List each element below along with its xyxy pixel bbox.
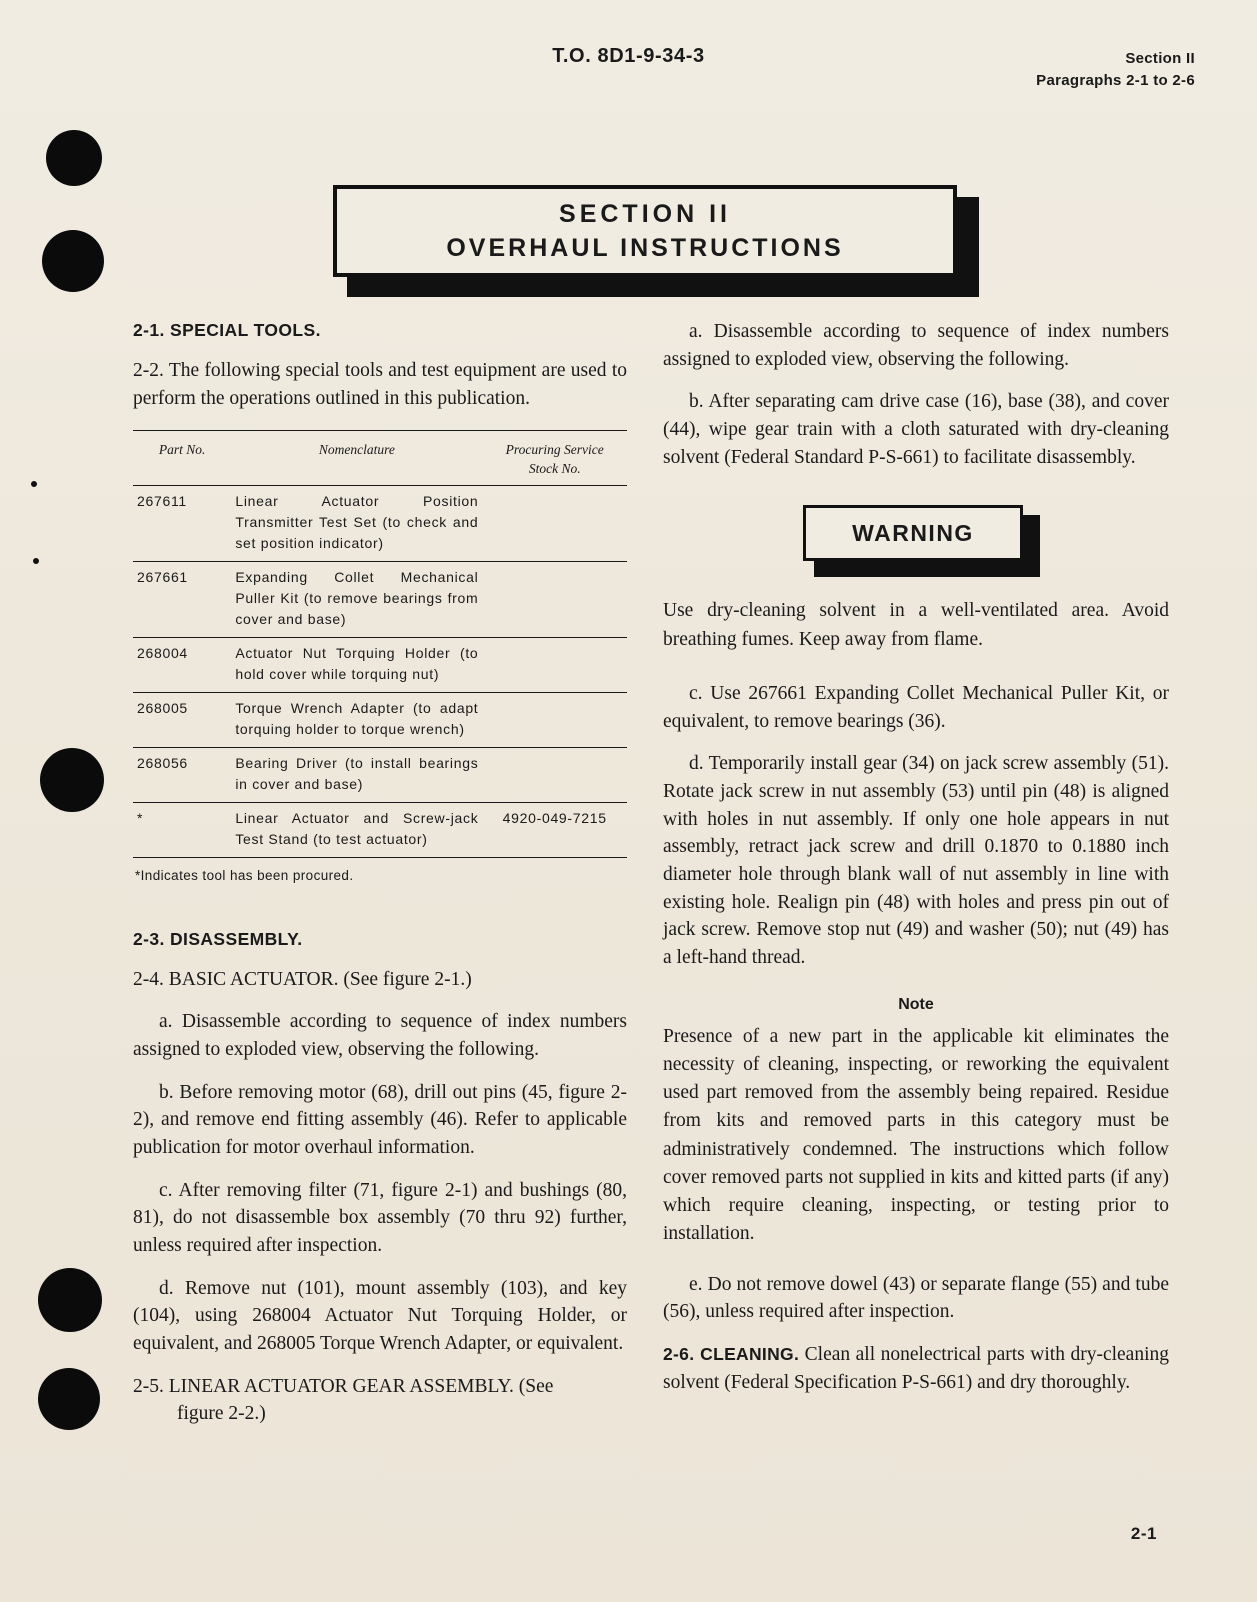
paragraph-2-5-d: d. Temporarily install gear (34) on jack screw assembly (51). Rotate jack screw in nut assembly (53) until pin (48) is aligned with holes in nut assembly. If only one hole appears in nut assembly, retract jack screw and drill 0.1870 to 0.1880 inch diameter hole through blank wall of nut assembly in line with existing hole. Realign pin (48) with holes and press pin out of jack screw. Remove stop nut (49) and washer (50); nut (49) has a left-hand thread. [663,753,1169,969]
heading-disassembly: 2-3. DISASSEMBLY. [133,928,303,949]
cell-part-no: 268004 [133,637,231,692]
left-column [133,318,627,1443]
right-column [663,318,1169,1411]
table-row [133,692,627,747]
cell-nomenclature: Torque Wrench Adapter (to adapt torquing holder to torque wrench) [231,692,482,747]
cell-part-no: 268005 [133,692,231,747]
cell-part-no: 267611 [133,485,231,561]
stock-header-line1: Procuring Service [505,442,604,458]
warning-banner [803,505,1035,575]
page-number: 2-1 [1130,1524,1157,1543]
table-header-nomenclature: Nomenclature [231,435,482,485]
cell-stock-no [482,747,627,802]
note-body: Presence of a new part in the applicable kit eliminates the necessity of cleaning, inspecting, or reworking the equivalent used part removed from the assembly being repaired. Residue from kits and removed parts in this category must be administratively condemned. The instructions which follow cover removed parts not supplied in kits and kitted parts (if any) which require cleaning, inspecting, or testing prior to installation. [663,1025,1169,1245]
paragraph-2-4-c: c. After removing filter (71, figure 2-1) and bushings (80, 81), do not disassemble box assembly (70 thru 92) further, unless required after inspection. [133,1179,627,1257]
cell-part-no: * [133,802,231,857]
cell-part-no: 267661 [133,561,231,637]
cell-nomenclature: Linear Actuator Position Transmitter Test Set (to check and set position indicator) [231,485,482,561]
paragraph-2-4: 2-4. BASIC ACTUATOR. (See figure 2-1.) [133,968,472,990]
cell-stock-no: 4920-049-7215 [482,802,627,857]
paragraph-2-5-b: b. After separating cam drive case (16), base (38), and cover (44), wipe gear train with a cloth saturated with dry-cleaning solvent (Federal Standard P-S-661) to facilitate disassembly. [663,391,1169,468]
cell-nomenclature: Bearing Driver (to install bearings in cover and base) [231,747,482,802]
paragraph-2-4-a: a. Disassemble according to sequence of index numbers assigned to exploded view, observing the following. [133,1011,627,1060]
punch-hole [40,748,104,812]
margin-mark [31,481,37,487]
section-title-banner [333,185,965,290]
table-header-part-no: Part No. [133,435,231,485]
paragraph-2-5-a: a. Disassemble according to sequence of index numbers assigned to exploded view, observing the following. [663,321,1169,370]
cell-stock-no [482,637,627,692]
cell-stock-no [482,485,627,561]
paragraph-2-6 [663,1341,1169,1396]
cell-stock-no [482,561,627,637]
margin-mark [33,558,39,564]
cell-nomenclature: Actuator Nut Torquing Holder (to hold cover while torquing nut) [231,637,482,692]
stock-header-line2: Stock No. [528,461,581,477]
heading-cleaning: 2-6. CLEANING. [663,1344,800,1365]
paragraph-2-4-b: b. Before removing motor (68), drill out pins (45, figure 2-2), and remove end fitting assembly (46). Refer to applicable publication for motor overhaul information. [133,1081,627,1158]
paragraph-2-2: 2-2. The following special tools and test equipment are used to perform the operations outlined in this publication. [133,359,627,409]
table-row [133,802,627,857]
punch-hole [42,230,104,292]
banner-box [333,185,957,277]
note-label: Note [898,995,934,1013]
heading-special-tools: 2-1. SPECIAL TOOLS. [133,320,321,340]
paragraph-2-6-text: Clean all nonelectrical parts with dry-cleaning solvent (Federal Specification P-S-661) and dry thoroughly. [663,1344,1170,1393]
paragraph-2-5 [133,1373,627,1428]
table-footnote: *Indicates tool has been procured. [135,867,354,883]
document-number: T.O. 8D1-9-34-3 [552,45,705,67]
cell-nomenclature: Linear Actuator and Screw-jack Test Stand (to test actuator) [231,802,482,857]
paragraph-2-4-d: d. Remove nut (101), mount assembly (103), and key (104), using 268004 Actuator Nut Torquing Holder, or equivalent, and 268005 Torque Wrench Adapter, or equivalent. [133,1277,627,1355]
paragraph-2-5-line1: 2-5. LINEAR ACTUATOR GEAR ASSEMBLY. (See [133,1375,554,1397]
banner-line-1: SECTION II [559,199,731,228]
table-row [133,637,627,692]
cell-nomenclature: Expanding Collet Mechanical Puller Kit (to remove bearings from cover and base) [231,561,482,637]
cell-part-no: 268056 [133,747,231,802]
banner-line-2: OVERHAUL INSTRUCTIONS [446,233,844,262]
paragraph-2-5-e: e. Do not remove dowel (43) or separate flange (55) and tube (56), unless required after inspection. [663,1273,1169,1323]
header-section-label: Section II [1125,50,1195,67]
special-tools-table [133,430,627,857]
punch-hole [38,1368,100,1430]
table-row [133,561,627,637]
punch-hole [38,1268,102,1332]
cell-stock-no [482,692,627,747]
warning-label: WARNING [803,505,1023,561]
table-header-stock-no [482,435,627,485]
punch-hole [46,130,102,186]
header-paragraph-range: Paragraphs 2-1 to 2-6 [1036,71,1195,89]
paragraph-2-5-c: c. Use 267661 Expanding Collet Mechanical Puller Kit, or equivalent, to remove bearings (36). [663,682,1169,732]
warning-body: Use dry-cleaning solvent in a well-ventilated area. Avoid breathing fumes. Keep away from flame. [663,600,1169,650]
table-row [133,485,627,561]
table-row [133,747,627,802]
header-section-info [1036,48,1195,92]
paragraph-2-5-line2: figure 2-2.) [177,1403,266,1425]
